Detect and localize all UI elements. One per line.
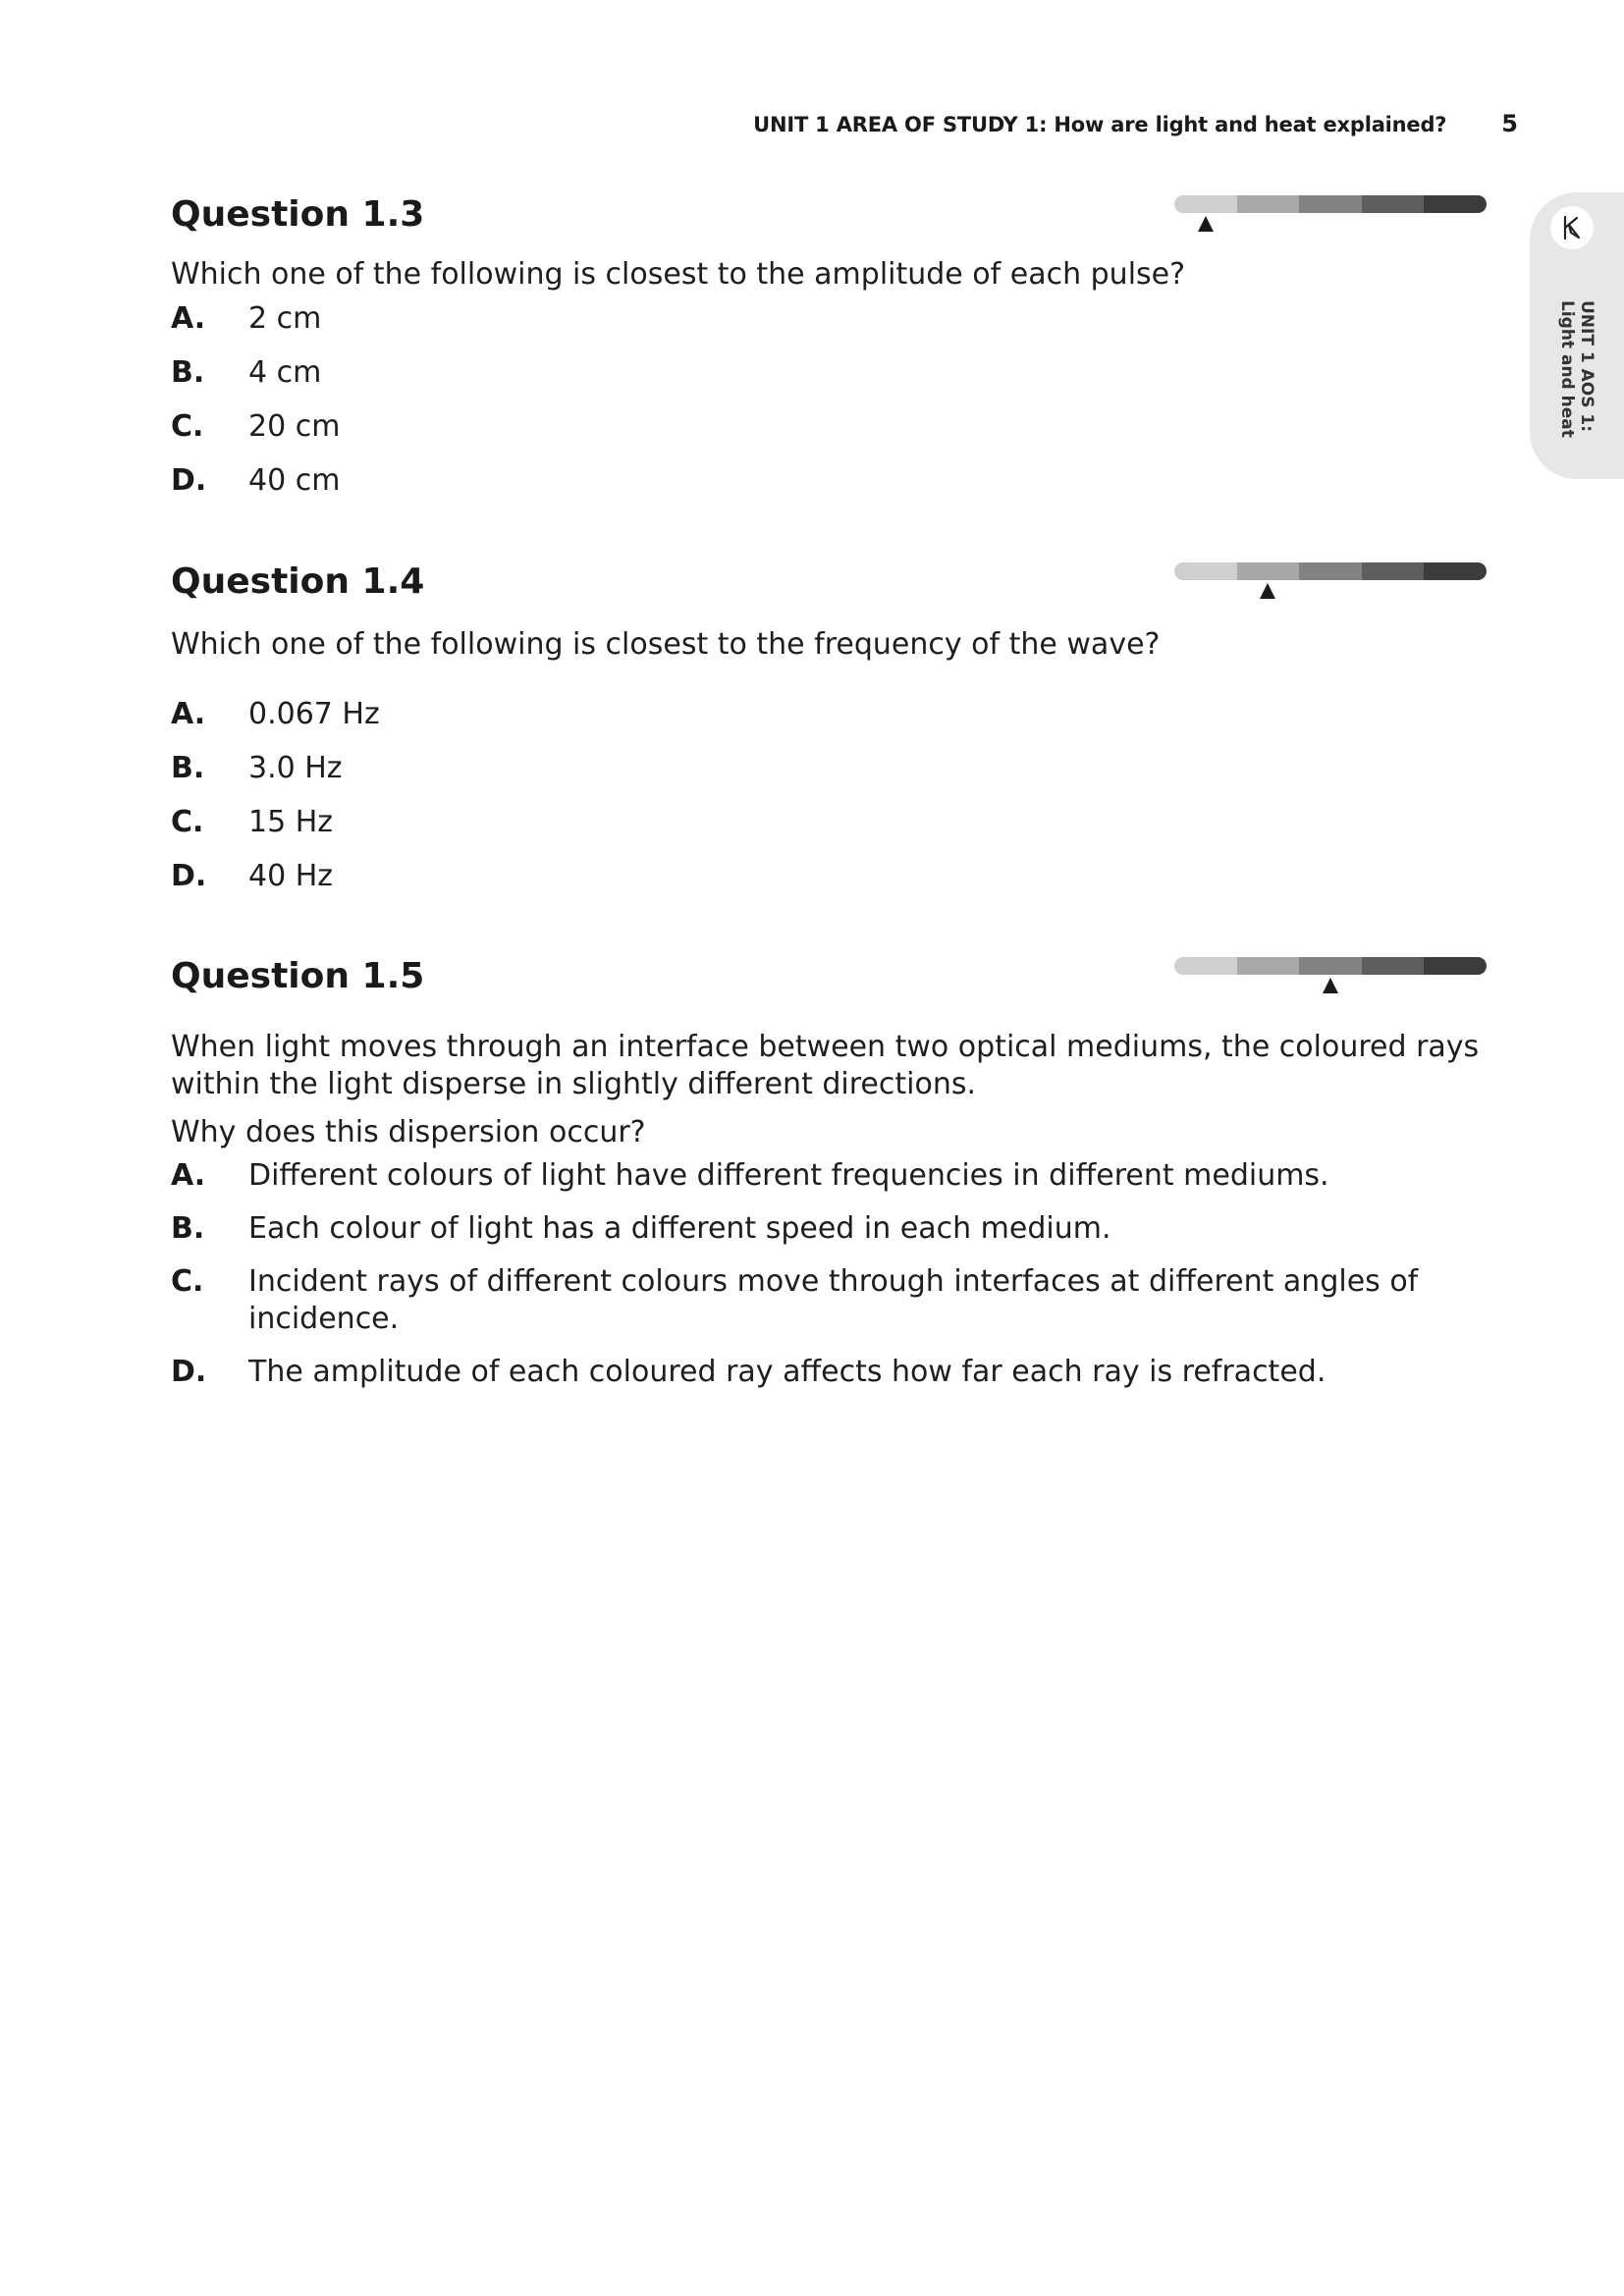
page-number: 5: [1501, 110, 1518, 137]
option-letter: C.: [171, 409, 204, 444]
side-tab-label-line1: UNIT 1 AOS 1:: [1577, 300, 1597, 433]
option-a[interactable]: [171, 300, 340, 338]
difficulty-segment: [1362, 195, 1425, 213]
question-stem: Which one of the following is closest to the amplitude of each pulse?: [171, 257, 1186, 292]
difficulty-bar: [1174, 562, 1487, 580]
question-title: Question 1.4: [171, 561, 425, 602]
difficulty-segment: [1424, 957, 1487, 975]
difficulty-marker-icon: [1323, 978, 1338, 993]
difficulty-bar: [1174, 957, 1487, 975]
option-c[interactable]: [171, 804, 380, 841]
option-letter: A.: [171, 697, 206, 731]
difficulty-indicator: [1174, 195, 1487, 235]
difficulty-segment: [1299, 957, 1362, 975]
option-text: 0.067 Hz: [248, 697, 380, 731]
difficulty-indicator: [1174, 957, 1487, 996]
difficulty-segment: [1174, 562, 1237, 580]
question-stem: When light moves through an interface between two optical mediums, the coloured rays within the light disperse in slightly different directions.: [171, 1030, 1480, 1101]
difficulty-segment: [1237, 195, 1300, 213]
difficulty-segment: [1174, 195, 1237, 213]
option-letter: B.: [171, 1211, 205, 1246]
question-prompt: Why does this dispersion occur?: [171, 1115, 646, 1149]
difficulty-bar: [1174, 195, 1487, 213]
question-title: Question 1.5: [171, 956, 425, 996]
option-text: 40 cm: [248, 463, 341, 498]
option-b[interactable]: [171, 354, 340, 392]
option-a[interactable]: [171, 1157, 1427, 1195]
header-title: UNIT 1 AREA OF STUDY 1: How are light and heat explained?: [753, 113, 1447, 136]
option-letter: B.: [171, 751, 205, 785]
option-text: 2 cm: [248, 301, 322, 336]
option-b[interactable]: [171, 750, 380, 787]
option-text: Incident rays of different colours move through interfaces at different angles of incidence.: [248, 1264, 1419, 1336]
difficulty-marker-icon: [1198, 216, 1214, 232]
difficulty-segment: [1174, 957, 1237, 975]
option-letter: C.: [171, 1264, 204, 1299]
answer-options: [171, 300, 340, 516]
side-tab-label: [1557, 300, 1597, 438]
side-tab-label-line2: Light and heat: [1557, 300, 1577, 438]
difficulty-marker-icon: [1260, 583, 1275, 599]
difficulty-segment: [1424, 562, 1487, 580]
option-c[interactable]: [171, 408, 340, 446]
option-letter: D.: [171, 859, 207, 893]
option-text: Each colour of light has a different speed in each medium.: [248, 1211, 1111, 1246]
difficulty-segment: [1299, 562, 1362, 580]
option-letter: A.: [171, 1158, 206, 1193]
difficulty-indicator: [1174, 562, 1487, 602]
option-d[interactable]: [171, 1354, 1427, 1391]
option-letter: D.: [171, 1355, 207, 1389]
option-a[interactable]: [171, 696, 380, 733]
section-side-tab: [1530, 192, 1624, 479]
option-letter: B.: [171, 355, 205, 390]
question-title: Question 1.3: [171, 194, 425, 235]
difficulty-segment: [1237, 957, 1300, 975]
option-text: The amplitude of each coloured ray affects how far each ray is refracted.: [248, 1355, 1326, 1389]
option-text: 40 Hz: [248, 859, 334, 893]
difficulty-segment: [1362, 562, 1425, 580]
option-letter: A.: [171, 301, 206, 336]
option-c[interactable]: [171, 1263, 1427, 1338]
question-stem: Which one of the following is closest to the frequency of the wave?: [171, 627, 1161, 662]
difficulty-segment: [1299, 195, 1362, 213]
option-letter: C.: [171, 805, 204, 839]
option-b[interactable]: [171, 1210, 1427, 1248]
answer-options: [171, 1157, 1427, 1407]
difficulty-segment: [1362, 957, 1425, 975]
option-text: 4 cm: [248, 355, 322, 390]
answer-options: [171, 696, 380, 912]
option-text: Different colours of light have different frequencies in different mediums.: [248, 1158, 1329, 1193]
option-letter: D.: [171, 463, 207, 498]
difficulty-segment: [1424, 195, 1487, 213]
difficulty-segment: [1237, 562, 1300, 580]
compass-logo-icon: [1550, 206, 1594, 249]
option-d[interactable]: [171, 858, 380, 895]
option-text: 15 Hz: [248, 805, 334, 839]
option-text: 20 cm: [248, 409, 341, 444]
option-text: 3.0 Hz: [248, 751, 343, 785]
running-header: [753, 110, 1518, 137]
option-d[interactable]: [171, 462, 340, 500]
